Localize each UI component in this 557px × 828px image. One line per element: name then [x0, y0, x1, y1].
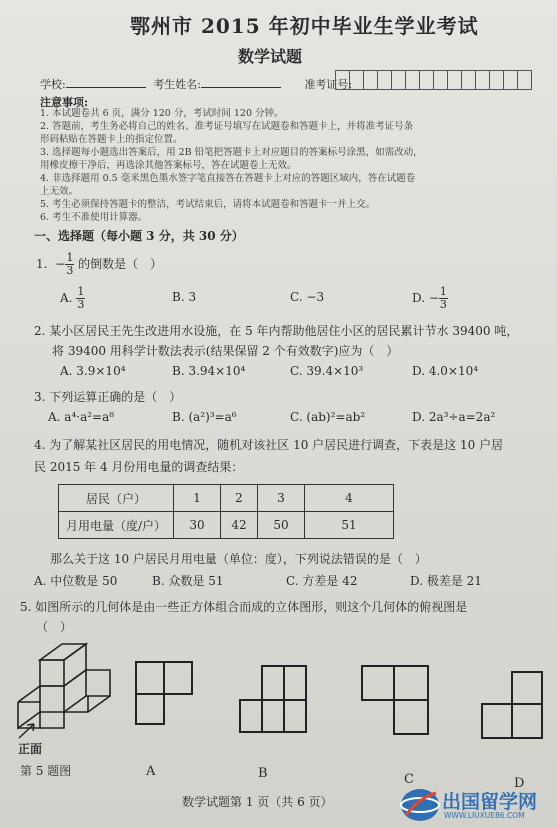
section-heading: 一、选择题（每小题 3 分，共 30 分）: [34, 229, 244, 243]
q3-option-b: B. (a²)³=a⁶: [172, 410, 237, 424]
q4-option-c: C. 方差是 42: [286, 574, 358, 588]
q5-line1: 5. 如图所示的几何体是由一些正方体组合而成的立体图形，则这个几何体的俯视图是: [20, 600, 468, 614]
exam-no-label: 准考证号:: [304, 78, 353, 91]
q2-option-b: B. 3.94×10⁴: [172, 364, 246, 378]
notice-item: 5. 考生必须保持答题卡的整洁，考试结束后，请将本试题卷和答题卡一并上交。: [40, 199, 376, 210]
table-cell: 42: [221, 512, 258, 539]
table-row: [59, 485, 394, 512]
q1-option-c: C. −3: [290, 290, 325, 304]
notice-item: 3. 选择题每小题选出答案后，用 2B 铅笔把答题卡上对应题目的答案标号涂黑，如需改动，: [40, 147, 423, 158]
q4-question: 那么关于这 10 户居民月用电量（单位：度），下列说法错误的是（ ）: [50, 552, 427, 566]
notice-item: 2. 答题前，考生务必将自己的姓名、准考证号填写在试题卷和答题卡上，并将准考证号条: [40, 121, 414, 132]
q3-stem: 3. 下列运算正确的是（ ）: [34, 390, 182, 404]
name-blank: [201, 77, 281, 88]
q3-option-c: C. (ab)²=ab²: [290, 410, 366, 424]
table-cell: 51: [305, 512, 394, 539]
school-blank: [66, 77, 146, 88]
option-a-figure: [134, 660, 196, 728]
option-d-figure: [480, 670, 546, 742]
table-row: [59, 512, 394, 539]
option-label-a: A: [146, 764, 156, 779]
table-cell: 30: [174, 512, 221, 539]
table-cell: 4: [305, 485, 394, 512]
name-label: 考生姓名:: [153, 78, 201, 91]
school-label: 学校:: [40, 78, 66, 91]
option-label-c: C: [404, 772, 414, 787]
candidate-fields: [40, 76, 352, 92]
q1-number: 1.: [36, 257, 48, 271]
table-cell: 50: [258, 512, 305, 539]
q4-option-b: B. 众数是 51: [152, 574, 224, 588]
notice-item: 6. 考生不准使用计算器。: [40, 212, 148, 223]
table-cell: 居民（户）: [59, 485, 174, 512]
q2-option-d: D. 4.0×10⁴: [412, 364, 479, 378]
q1-stem: 的倒数是（ ）: [78, 257, 163, 271]
q3-option-a: A. a⁴·a²=a⁸: [48, 410, 115, 424]
notice-item: 形码粘贴在答题卡上的指定位置。: [40, 134, 183, 145]
q5-line2: （ ）: [36, 620, 73, 634]
table-cell: 月用电量（度/户）: [59, 512, 174, 539]
q2-line1: 2. 某小区居民王先生改进用水设施，在 5 年内帮助他居住小区的居民累计节水 39400 吨，: [34, 324, 519, 338]
exam-title: 鄂州市 2015 年初中毕业生学业考试: [130, 14, 479, 38]
logo-url: WWW.LIUXUE86.COM: [444, 811, 525, 820]
table-cell: 3: [258, 485, 305, 512]
page-footer: 数学试题第 1 页（共 6 页）: [182, 795, 333, 809]
front-label: 正面: [18, 742, 43, 756]
q2-option-a: A. 3.9×10⁴: [60, 364, 126, 378]
table-cell: 2: [221, 485, 258, 512]
notice-item: 上无效。: [40, 186, 79, 197]
q4-option-a: A. 中位数是 50: [34, 574, 118, 588]
exam-number-boxes: [335, 70, 531, 90]
q4-line1: 4. 为了解某社区居民的用电情况，随机对该社区 10 户居民进行调查，下表是这 10 户居: [34, 438, 504, 452]
option-label-b: B: [258, 766, 268, 781]
q2-option-c: C. 39.4×10³: [290, 364, 364, 378]
logo-text: 出国留学网: [442, 791, 538, 813]
q1-fraction: $\frac{1}{3}$: [66, 251, 74, 277]
electricity-table: [58, 484, 394, 539]
table-cell: 1: [174, 485, 221, 512]
option-c-figure: [360, 664, 432, 738]
site-logo: [398, 785, 548, 825]
q3-option-d: D. 2a³÷a=2a²: [412, 410, 496, 424]
globe-icon: [398, 785, 442, 825]
figure-label: 第 5 题图: [20, 764, 72, 778]
q1-option-d: D. − $\frac{1}{3}$: [412, 285, 447, 311]
exam-subtitle: 数学试题: [238, 47, 303, 66]
notice-heading: 注意事项:: [40, 96, 89, 109]
notice-item: 用橡皮擦干净后，再选涂其他答案标号，答在试题卷上无效。: [40, 160, 297, 171]
q1-option-b: B. 3: [172, 290, 197, 304]
notice-item: 4. 非选择题用 0.5 毫米黑色墨水签字笔直接答在答题卡上对应的答题区域内，答在试题卷: [40, 173, 416, 184]
option-b-figure: [238, 664, 308, 736]
q4-option-d: D. 极差是 21: [410, 574, 482, 588]
question-1: 1. − $\frac{1}{3}$ 的倒数是（ ）: [36, 251, 163, 277]
option-label-d: D: [514, 776, 525, 791]
q1-option-a: A. $\frac{1}{3}$: [60, 285, 85, 311]
cube-figure: [14, 632, 124, 744]
notice-item: 1. 本试题卷共 6 页，满分 120 分，考试时间 120 分钟。: [40, 108, 284, 119]
q2-line2: 将 39400 用科学计数法表示(结果保留 2 个有效数字)应为（ ）: [52, 344, 399, 358]
notice-list: [40, 107, 423, 224]
q4-line2: 民 2015 年 4 月份用电量的调查结果：: [34, 460, 244, 474]
